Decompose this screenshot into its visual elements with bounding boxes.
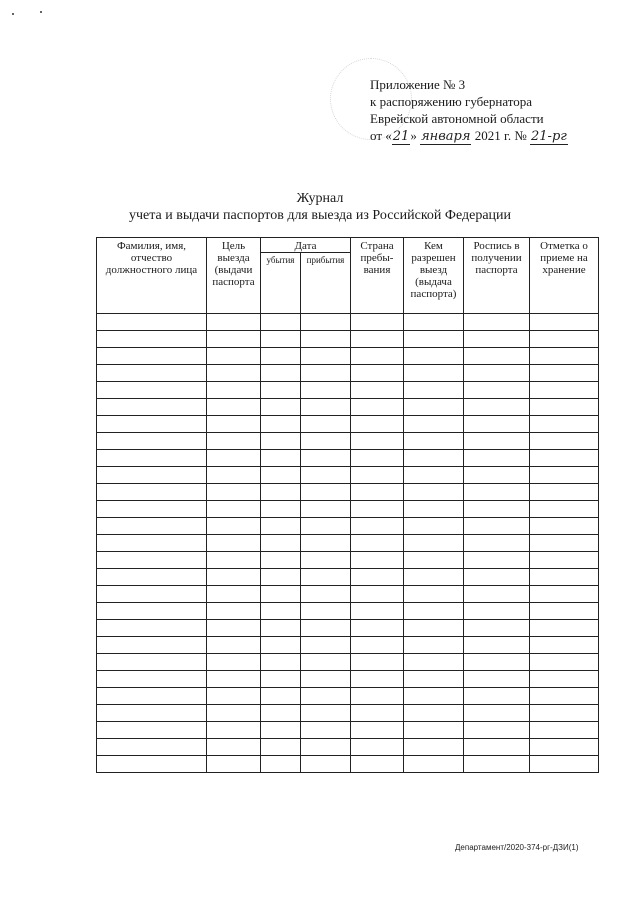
table-cell bbox=[351, 433, 404, 450]
table-cell bbox=[261, 535, 301, 552]
table-cell bbox=[207, 501, 261, 518]
table-cell bbox=[301, 450, 351, 467]
table-cell bbox=[530, 365, 599, 382]
table-cell bbox=[207, 382, 261, 399]
table-cell bbox=[530, 671, 599, 688]
table-cell bbox=[97, 433, 207, 450]
table-cell bbox=[301, 518, 351, 535]
table-body bbox=[97, 314, 599, 773]
table-row bbox=[97, 569, 599, 586]
table-row bbox=[97, 433, 599, 450]
table-cell bbox=[351, 620, 404, 637]
table-cell bbox=[261, 518, 301, 535]
table-cell bbox=[351, 365, 404, 382]
journal-title: Журнал bbox=[296, 191, 344, 206]
table-row bbox=[97, 586, 599, 603]
table-cell bbox=[261, 620, 301, 637]
table-cell bbox=[530, 739, 599, 756]
table-cell bbox=[261, 314, 301, 331]
table-cell bbox=[261, 365, 301, 382]
header-country: Страна пребы-вания bbox=[351, 238, 404, 314]
table-cell bbox=[207, 433, 261, 450]
table-cell bbox=[530, 722, 599, 739]
table-cell bbox=[97, 399, 207, 416]
table-row bbox=[97, 654, 599, 671]
table-cell bbox=[404, 484, 464, 501]
table-cell bbox=[261, 433, 301, 450]
table-cell bbox=[351, 501, 404, 518]
table-cell bbox=[301, 569, 351, 586]
table-row bbox=[97, 739, 599, 756]
table-cell bbox=[351, 348, 404, 365]
table-cell bbox=[464, 518, 530, 535]
table-cell bbox=[97, 484, 207, 501]
table-cell bbox=[261, 501, 301, 518]
table-row bbox=[97, 722, 599, 739]
table-cell bbox=[97, 705, 207, 722]
table-row bbox=[97, 501, 599, 518]
table-cell bbox=[97, 637, 207, 654]
table-cell bbox=[351, 671, 404, 688]
table-cell bbox=[207, 348, 261, 365]
table-cell bbox=[207, 654, 261, 671]
table-cell bbox=[207, 705, 261, 722]
table-cell bbox=[97, 501, 207, 518]
table-cell bbox=[301, 705, 351, 722]
table-row bbox=[97, 416, 599, 433]
table-cell bbox=[464, 569, 530, 586]
table-cell bbox=[97, 620, 207, 637]
table-cell bbox=[97, 467, 207, 484]
table-cell bbox=[404, 603, 464, 620]
scan-speck bbox=[12, 13, 14, 15]
table-cell bbox=[351, 416, 404, 433]
table-cell bbox=[301, 416, 351, 433]
table-row bbox=[97, 348, 599, 365]
table-cell bbox=[261, 722, 301, 739]
table-row bbox=[97, 450, 599, 467]
table-cell bbox=[261, 739, 301, 756]
table-cell bbox=[404, 467, 464, 484]
table-cell bbox=[351, 569, 404, 586]
date-prefix: от « bbox=[370, 128, 392, 143]
table-cell bbox=[464, 756, 530, 773]
table-cell bbox=[464, 535, 530, 552]
table-cell bbox=[351, 739, 404, 756]
table-cell bbox=[464, 739, 530, 756]
table-cell bbox=[530, 433, 599, 450]
table-cell bbox=[404, 620, 464, 637]
table-cell bbox=[301, 671, 351, 688]
table-cell bbox=[464, 620, 530, 637]
table-cell bbox=[97, 722, 207, 739]
table-cell bbox=[301, 586, 351, 603]
table-cell bbox=[301, 756, 351, 773]
table-cell bbox=[351, 637, 404, 654]
journal-heading bbox=[0, 190, 640, 224]
table-cell bbox=[530, 399, 599, 416]
table-cell bbox=[261, 382, 301, 399]
table-cell bbox=[464, 433, 530, 450]
header-permitted-by: Кем разрешен выезд (выдача паспорта) bbox=[404, 238, 464, 314]
table-cell bbox=[207, 688, 261, 705]
table-cell bbox=[404, 535, 464, 552]
table-cell bbox=[351, 314, 404, 331]
table-cell bbox=[404, 501, 464, 518]
table-cell bbox=[301, 382, 351, 399]
table-cell bbox=[207, 484, 261, 501]
table-cell bbox=[351, 467, 404, 484]
header-storage-mark: Отметка о приеме на хранение bbox=[530, 238, 599, 314]
table-cell bbox=[404, 654, 464, 671]
table-cell bbox=[261, 552, 301, 569]
table-cell bbox=[301, 399, 351, 416]
table-cell bbox=[464, 586, 530, 603]
table-row bbox=[97, 518, 599, 535]
table-cell bbox=[404, 552, 464, 569]
table-cell bbox=[97, 756, 207, 773]
table-cell bbox=[301, 348, 351, 365]
table-cell bbox=[97, 739, 207, 756]
table-cell bbox=[301, 467, 351, 484]
table-cell bbox=[207, 671, 261, 688]
table-row bbox=[97, 331, 599, 348]
table-cell bbox=[207, 467, 261, 484]
table-cell bbox=[301, 739, 351, 756]
table-cell bbox=[351, 705, 404, 722]
table-cell bbox=[404, 688, 464, 705]
table-cell bbox=[97, 586, 207, 603]
table-cell bbox=[301, 637, 351, 654]
table-cell bbox=[404, 399, 464, 416]
table-cell bbox=[404, 756, 464, 773]
table-cell bbox=[207, 314, 261, 331]
table-cell bbox=[530, 416, 599, 433]
header-date: Дата bbox=[261, 238, 351, 253]
table-cell bbox=[404, 331, 464, 348]
table-cell bbox=[351, 535, 404, 552]
table-cell bbox=[351, 450, 404, 467]
table-cell bbox=[464, 416, 530, 433]
table-cell bbox=[530, 603, 599, 620]
table-cell bbox=[97, 535, 207, 552]
table-cell bbox=[530, 569, 599, 586]
table-cell bbox=[207, 416, 261, 433]
table-cell bbox=[404, 569, 464, 586]
document-code: Департамент/2020-374-рг-ДЗИ(1) bbox=[455, 843, 579, 852]
appendix-line-2: к распоряжению губернатора bbox=[370, 94, 533, 109]
table-cell bbox=[351, 552, 404, 569]
table-cell bbox=[261, 348, 301, 365]
table-cell bbox=[97, 688, 207, 705]
year-part: 2021 г. № bbox=[474, 128, 527, 143]
table-cell bbox=[351, 722, 404, 739]
table-cell bbox=[530, 637, 599, 654]
table-cell bbox=[404, 416, 464, 433]
table-cell bbox=[301, 654, 351, 671]
table-cell bbox=[404, 348, 464, 365]
table-row bbox=[97, 671, 599, 688]
table-cell bbox=[261, 467, 301, 484]
header-date-arrival: прибытия bbox=[301, 253, 351, 314]
table-cell bbox=[351, 518, 404, 535]
table-cell bbox=[301, 688, 351, 705]
table-cell bbox=[530, 314, 599, 331]
table-cell bbox=[207, 450, 261, 467]
table-cell bbox=[464, 314, 530, 331]
table-cell bbox=[530, 586, 599, 603]
table-cell bbox=[530, 484, 599, 501]
table-cell bbox=[97, 348, 207, 365]
table-cell bbox=[464, 450, 530, 467]
table-cell bbox=[351, 382, 404, 399]
table-cell bbox=[207, 365, 261, 382]
journal-subtitle: учета и выдачи паспортов для выезда из Российской Федерации bbox=[128, 208, 512, 223]
table-cell bbox=[464, 722, 530, 739]
table-cell bbox=[464, 637, 530, 654]
table-cell bbox=[464, 552, 530, 569]
table-cell bbox=[301, 603, 351, 620]
table-cell bbox=[261, 688, 301, 705]
table-row bbox=[97, 365, 599, 382]
table-cell bbox=[261, 569, 301, 586]
table-row bbox=[97, 603, 599, 620]
table-cell bbox=[464, 654, 530, 671]
table-cell bbox=[404, 382, 464, 399]
table-cell bbox=[97, 314, 207, 331]
table-cell bbox=[404, 722, 464, 739]
handwritten-month: января bbox=[421, 129, 471, 144]
table-cell bbox=[207, 739, 261, 756]
table-row bbox=[97, 314, 599, 331]
table-cell bbox=[207, 399, 261, 416]
date-mid: » bbox=[410, 128, 417, 143]
table-row bbox=[97, 552, 599, 569]
table-cell bbox=[207, 722, 261, 739]
table-cell bbox=[351, 484, 404, 501]
table-cell bbox=[464, 603, 530, 620]
table-cell bbox=[261, 705, 301, 722]
table-cell bbox=[530, 467, 599, 484]
table-cell bbox=[301, 365, 351, 382]
table-cell bbox=[464, 484, 530, 501]
table-cell bbox=[97, 365, 207, 382]
table-cell bbox=[97, 382, 207, 399]
table-cell bbox=[261, 399, 301, 416]
table-cell bbox=[301, 552, 351, 569]
table-row bbox=[97, 756, 599, 773]
table-row bbox=[97, 535, 599, 552]
table-cell bbox=[97, 671, 207, 688]
appendix-block bbox=[370, 76, 620, 145]
table-row bbox=[97, 399, 599, 416]
table-cell bbox=[301, 722, 351, 739]
table-cell bbox=[530, 348, 599, 365]
table-cell bbox=[530, 688, 599, 705]
table-cell bbox=[301, 535, 351, 552]
table-cell bbox=[404, 671, 464, 688]
table-cell bbox=[464, 365, 530, 382]
table-cell bbox=[207, 603, 261, 620]
table-cell bbox=[261, 484, 301, 501]
handwritten-day: 21 bbox=[392, 129, 410, 144]
table-cell bbox=[530, 756, 599, 773]
table-row bbox=[97, 382, 599, 399]
table-cell bbox=[404, 637, 464, 654]
table-cell bbox=[261, 331, 301, 348]
table-cell bbox=[351, 331, 404, 348]
table-cell bbox=[404, 365, 464, 382]
table-cell bbox=[464, 348, 530, 365]
table-cell bbox=[404, 705, 464, 722]
table-cell bbox=[207, 637, 261, 654]
table-cell bbox=[301, 433, 351, 450]
table-cell bbox=[530, 552, 599, 569]
header-name: Фамилия, имя, отчество должностного лица bbox=[97, 238, 207, 314]
table-cell bbox=[261, 671, 301, 688]
appendix-date-line bbox=[370, 127, 620, 145]
table-row bbox=[97, 688, 599, 705]
table-cell bbox=[207, 586, 261, 603]
table-cell bbox=[404, 433, 464, 450]
table-cell bbox=[301, 620, 351, 637]
table-cell bbox=[404, 739, 464, 756]
table-cell bbox=[351, 586, 404, 603]
table-row bbox=[97, 484, 599, 501]
table-cell bbox=[530, 331, 599, 348]
table-cell bbox=[207, 331, 261, 348]
header-date-departure: убытия bbox=[261, 253, 301, 314]
table-cell bbox=[261, 654, 301, 671]
table-cell bbox=[261, 416, 301, 433]
table-cell bbox=[464, 671, 530, 688]
table-cell bbox=[404, 518, 464, 535]
table-cell bbox=[261, 637, 301, 654]
handwritten-number: 21-рг bbox=[531, 129, 567, 144]
table-cell bbox=[207, 552, 261, 569]
table-cell bbox=[404, 450, 464, 467]
table-cell bbox=[301, 331, 351, 348]
table-cell bbox=[464, 467, 530, 484]
table-cell bbox=[530, 620, 599, 637]
table-cell bbox=[351, 654, 404, 671]
table-cell bbox=[351, 399, 404, 416]
table-cell bbox=[464, 331, 530, 348]
table-row bbox=[97, 620, 599, 637]
table-cell bbox=[530, 450, 599, 467]
table-cell bbox=[97, 603, 207, 620]
appendix-line-3: Еврейской автономной области bbox=[370, 111, 544, 126]
table-cell bbox=[301, 501, 351, 518]
table-cell bbox=[464, 688, 530, 705]
table-cell bbox=[261, 450, 301, 467]
table-cell bbox=[207, 569, 261, 586]
table-cell bbox=[530, 535, 599, 552]
table-cell bbox=[351, 756, 404, 773]
table-cell bbox=[404, 314, 464, 331]
table-cell bbox=[464, 501, 530, 518]
table-row bbox=[97, 467, 599, 484]
appendix-line-1: Приложение № 3 bbox=[370, 77, 466, 92]
table-cell bbox=[301, 484, 351, 501]
table-cell bbox=[530, 382, 599, 399]
table-cell bbox=[404, 586, 464, 603]
scan-speck bbox=[40, 11, 42, 13]
table-cell bbox=[530, 654, 599, 671]
header-purpose: Цель выезда (выдачи паспорта bbox=[207, 238, 261, 314]
table-cell bbox=[261, 756, 301, 773]
journal-table bbox=[96, 237, 599, 773]
table-cell bbox=[530, 518, 599, 535]
table-row bbox=[97, 705, 599, 722]
header-signature: Роспись в получении паспорта bbox=[464, 238, 530, 314]
table-cell bbox=[97, 518, 207, 535]
table-cell bbox=[207, 535, 261, 552]
table-cell bbox=[207, 518, 261, 535]
table-cell bbox=[207, 620, 261, 637]
table-cell bbox=[261, 603, 301, 620]
table-cell bbox=[530, 501, 599, 518]
table-cell bbox=[97, 331, 207, 348]
table-cell bbox=[97, 569, 207, 586]
table-cell bbox=[97, 416, 207, 433]
table-cell bbox=[351, 688, 404, 705]
table-cell bbox=[97, 654, 207, 671]
table-cell bbox=[207, 756, 261, 773]
table-cell bbox=[464, 705, 530, 722]
table-cell bbox=[464, 399, 530, 416]
table-cell bbox=[464, 382, 530, 399]
table-cell bbox=[301, 314, 351, 331]
table-cell bbox=[97, 450, 207, 467]
table-cell bbox=[351, 603, 404, 620]
table-cell bbox=[261, 586, 301, 603]
table-cell bbox=[97, 552, 207, 569]
table-row bbox=[97, 637, 599, 654]
table-cell bbox=[530, 705, 599, 722]
